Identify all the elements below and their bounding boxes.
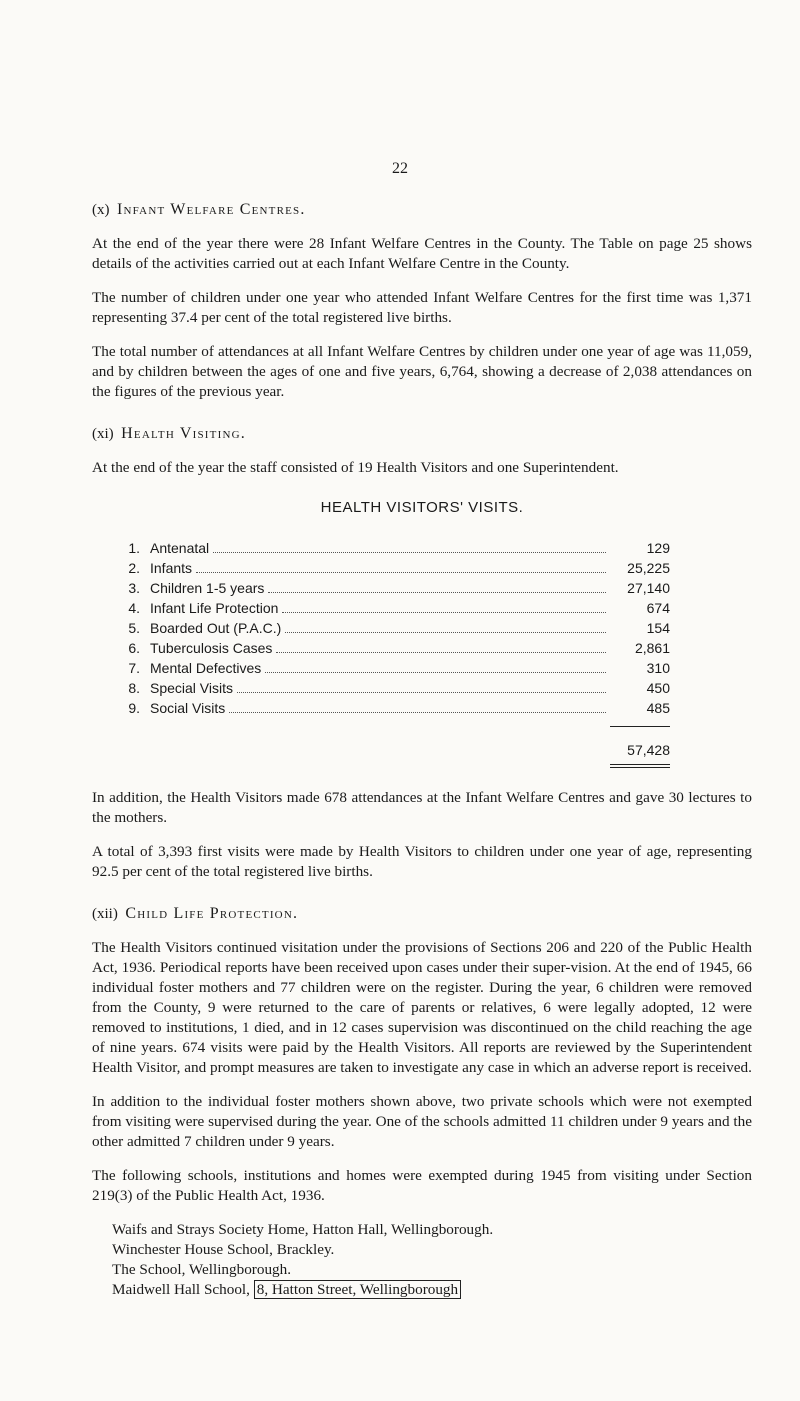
- exempted-schools-list: [112, 1220, 752, 1300]
- double-rule-bottom: [610, 767, 670, 768]
- list-item: [112, 1280, 752, 1300]
- table-row: [110, 578, 670, 598]
- dot-leader: [265, 672, 606, 673]
- after-table-paragraph-2: A total of 3,393 first visits were made by Health Visitors to children under one year of age, representing 92.5 per cent of the total registered live births.: [92, 843, 752, 880]
- section-x-paragraph-1: At the end of the year there were 28 Infant Welfare Centres in the County. The Table on page 25 shows details of the activities carried out at each Infant Welfare Centre in the County.: [92, 235, 752, 272]
- table-row: [110, 598, 670, 618]
- table-row: [110, 638, 670, 658]
- row-value: 2,861: [634, 640, 670, 656]
- list-item: Waifs and Strays Society Home, Hatton Hall, Wellingborough.: [112, 1221, 494, 1238]
- row-value: 154: [646, 620, 670, 636]
- row-label: Infant Life Protection: [150, 600, 279, 616]
- section-xii-paragraph-3: The following schools, institutions and homes were exempted during 1945 from visiting under Section 219(3) of the Public Health Act, 1936.: [92, 1167, 752, 1204]
- section-xii-paragraph-2: In addition to the individual foster mothers shown above, two private schools which were not exempted from visiting were supervised during the year. One of the schools admitted 11 children under 9 years and the other admitted 7 children under 9 years.: [92, 1093, 752, 1150]
- section-xii-number: (xii): [92, 906, 118, 922]
- row-number: 9.: [128, 700, 140, 716]
- row-label: Children 1-5 years: [150, 580, 265, 596]
- row-label: Mental Defectives: [150, 660, 262, 676]
- row-label: Antenatal: [150, 540, 210, 556]
- dot-leader: [282, 612, 606, 613]
- page-content: [92, 200, 752, 1300]
- row-value: 310: [646, 660, 670, 676]
- dot-leader: [276, 652, 606, 653]
- row-label: Infants: [150, 560, 193, 576]
- section-xii-heading: [92, 904, 752, 924]
- boxed-address: 8, Hatton Street, Wellingborough: [254, 1280, 461, 1299]
- section-xi-number: (xi): [92, 426, 114, 442]
- dot-leader: [285, 632, 606, 633]
- page-number: 22: [392, 160, 408, 177]
- row-value: 674: [646, 600, 670, 616]
- table-row: [110, 538, 670, 558]
- row-value: 129: [646, 540, 670, 556]
- section-xi-title: Health Visiting.: [121, 425, 246, 442]
- section-x-title: Infant Welfare Centres.: [117, 201, 306, 218]
- after-table-paragraph-1: In addition, the Health Visitors made 678 attendances at the Infant Welfare Centres and gave 30 lectures to the mothers.: [92, 789, 752, 826]
- row-number: 5.: [128, 620, 140, 636]
- table-row: [110, 558, 670, 578]
- dot-leader: [229, 712, 606, 713]
- row-label: Special Visits: [150, 680, 234, 696]
- row-value: 450: [646, 680, 670, 696]
- row-number: 6.: [128, 640, 140, 656]
- last-school-name: Maidwell Hall School,: [112, 1281, 250, 1298]
- section-x-heading: [92, 200, 752, 220]
- visits-total: 57,428: [627, 742, 670, 758]
- visits-total-block: [110, 718, 670, 788]
- dot-leader: [237, 692, 606, 693]
- list-item: Winchester House School, Brackley.: [112, 1241, 335, 1258]
- row-number: 3.: [128, 580, 140, 596]
- visits-table: [110, 538, 670, 718]
- dot-leader: [213, 552, 606, 553]
- double-rule-top: [610, 764, 670, 765]
- row-number: 1.: [128, 540, 140, 556]
- section-xii-paragraph-1: The Health Visitors continued visitation under the provisions of Sections 206 and 220 of the Public Health Act, 1936. Periodical reports have been received upon cases under their super-vision. At the end of 1945, 66 individual foster mothers and 77 children were on the register. During the year, 6 children were removed from the County, 9 were returned to the care of parents or relatives, 6 were legally adopted, 12 were removed to institutions, 1 died, and in 12 cases supervision was discontinued on the child reaching the age of nine years. 674 visits were paid by the Health Visitors. All reports are reviewed by the Superintendent Health Visitor, and prompt measures are taken to investigate any case in which an adverse report is received.: [92, 939, 752, 1076]
- table-row: [110, 618, 670, 638]
- dot-leader: [268, 592, 606, 593]
- row-number: 7.: [128, 660, 140, 676]
- row-number: 8.: [128, 680, 140, 696]
- row-label: Tuberculosis Cases: [150, 640, 273, 656]
- section-xi-paragraph: At the end of the year the staff consisted of 19 Health Visitors and one Superintendent.: [92, 459, 619, 476]
- row-number: 2.: [128, 560, 140, 576]
- row-value: 25,225: [627, 560, 670, 576]
- row-label: Social Visits: [150, 700, 226, 716]
- table-row: [110, 698, 670, 718]
- row-label: Boarded Out (P.A.C.): [150, 620, 282, 636]
- row-number: 4.: [128, 600, 140, 616]
- list-item: The School, Wellingborough.: [112, 1261, 292, 1278]
- total-rule: [610, 726, 670, 727]
- row-value: 27,140: [627, 580, 670, 596]
- visits-table-title: HEALTH VISITORS' VISITS.: [320, 499, 524, 516]
- dot-leader: [196, 572, 606, 573]
- section-xi-heading: [92, 424, 752, 444]
- table-row: [110, 658, 670, 678]
- section-x-number: (x): [92, 202, 110, 218]
- row-value: 485: [646, 700, 670, 716]
- section-xii-title: Child Life Protection.: [125, 905, 299, 922]
- section-x-paragraph-2: The number of children under one year who attended Infant Welfare Centres for the first time was 1,371 representing 37.4 per cent of the total registered live births.: [92, 289, 752, 326]
- table-row: [110, 678, 670, 698]
- section-x-paragraph-3: The total number of attendances at all Infant Welfare Centres by children under one year of age was 11,059, and by children between the ages of one and five years, 6,764, showing a decrease of 2,038 attendances on the figures of the previous year.: [92, 343, 752, 400]
